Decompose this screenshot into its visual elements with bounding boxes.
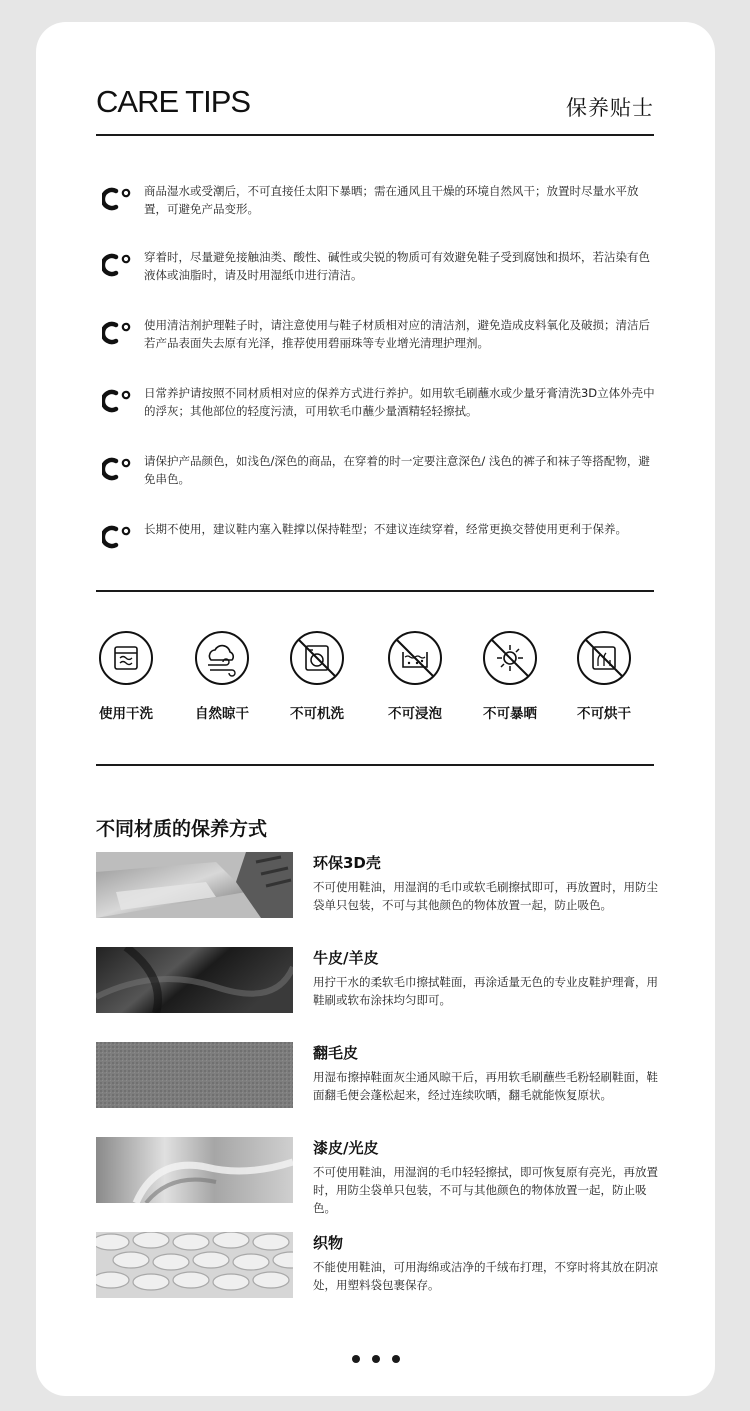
material-item [96,1137,666,1215]
material-image-patent [96,1137,293,1203]
header [96,84,654,136]
tip-text: 商品湿水或受潮后，不可直接任太阳下暴晒；需在通风且干燥的环境自然风干；放置时尽量水平放置，可避免产品变形。 [144,184,639,216]
pagination-dot[interactable] [372,1355,380,1363]
dry-clean-icon [98,630,154,686]
wash-label: 自然晾干 [195,706,249,722]
divider-bottom [96,764,654,766]
material-name: 环保3D壳 [313,854,381,872]
care-card [36,22,715,1396]
no-tumble-dry-icon [576,630,632,686]
pagination-dots [36,1348,715,1367]
air-dry-icon [194,630,250,686]
degree-c-icon [102,388,132,414]
material-name: 织物 [313,1234,344,1252]
wash-label: 不可暴晒 [483,706,537,722]
degree-c-icon [102,320,132,346]
material-name: 牛皮/羊皮 [313,949,379,967]
degree-c-icon [102,524,132,550]
degree-c-icon [102,252,132,278]
material-item [96,1232,666,1302]
wash-item-no-sun [465,630,555,722]
wash-item-dry-clean [81,630,171,722]
wash-item-no-machine-wash [272,630,362,722]
pagination-dot[interactable] [352,1355,360,1363]
material-image-fabric [96,1232,293,1298]
material-desc: 不可使用鞋油，用湿润的毛巾轻轻擦拭，即可恢复原有亮光，再放置时，用防尘袋单只包装，不可与其他颜色的物体放置一起，防止吸色。 [313,1165,658,1215]
material-desc: 用拧干水的柔软毛巾擦拭鞋面，再涂适量无色的专业皮鞋护理膏，用鞋刷或软布涂抹均匀即可。 [313,975,658,1007]
material-item [96,1042,666,1112]
wash-item-air-dry [177,630,267,722]
wash-item-no-tumble-dry [559,630,649,722]
no-sun-icon [482,630,538,686]
wash-item-no-soak [370,630,460,722]
material-item [96,947,666,1017]
tip-text: 使用清洁剂护理鞋子时，请注意使用与鞋子材质相对应的清洁剂，避免造成皮料氧化及破损；清洁后若产品表面失去原有光泽，推荐使用碧丽珠等专业增光清理护理剂。 [144,318,650,350]
material-image-suede [96,1042,293,1108]
title-en: CARE TIPS [96,84,251,119]
material-image-3d-shell [96,852,293,918]
degree-c-icon [102,456,132,482]
wash-icons-row [96,630,666,740]
pagination-dot[interactable] [392,1355,400,1363]
tip-text: 日常养护请按照不同材质相对应的保养方式进行养护。如用软毛刷蘸水或少量牙膏清洗3D立体外壳中的浮灰；其他部位的轻度污渍，可用软毛巾蘸少量酒精轻轻擦拭。 [144,386,655,418]
divider-top [96,134,654,136]
material-desc: 用湿布擦掉鞋面灰尘通风晾干后，再用软毛刷蘸些毛粉轻刷鞋面，鞋面翻毛便会蓬松起来，经过连续吹晒，翻毛就能恢复原状。 [313,1070,658,1102]
wash-label: 使用干洗 [99,706,153,722]
materials-title: 不同材质的保养方式 [96,818,268,840]
no-soak-icon [387,630,443,686]
divider-mid [96,590,654,592]
wash-label: 不可机洗 [290,706,344,722]
title-zh: 保养贴士 [566,96,654,120]
degree-c-icon [102,186,132,212]
tip-text: 穿着时，尽量避免接触油类、酸性、碱性或尖锐的物质可有效避免鞋子受到腐蚀和损坏，若沾染有色液体或油脂时，请及时用湿纸巾进行清洁。 [144,250,650,282]
material-desc: 不能使用鞋油，可用海绵或洁净的千绒布打理，不穿时将其放在阴凉处，用塑料袋包裹保存。 [313,1260,658,1292]
material-item [96,852,666,922]
wash-label: 不可浸泡 [388,706,442,722]
tip-text: 请保护产品颜色，如浅色/深色的商品，在穿着的时一定要注意深色/ 浅色的裤子和袜子等搭配物，避免串色。 [144,454,650,486]
material-desc: 不可使用鞋油，用湿润的毛巾或软毛刷擦拭即可，再放置时，用防尘袋单只包装，不可与其他颜色的物体放置一起，防止吸色。 [313,880,658,912]
material-name: 漆皮/光皮 [313,1139,379,1157]
material-image-leather [96,947,293,1013]
material-name: 翻毛皮 [313,1044,359,1062]
tip-text: 长期不使用，建议鞋内塞入鞋撑以保持鞋型；不建议连续穿着，经常更换交替使用更利于保养。 [144,522,627,536]
no-machine-wash-icon [289,630,345,686]
wash-label: 不可烘干 [577,706,631,722]
